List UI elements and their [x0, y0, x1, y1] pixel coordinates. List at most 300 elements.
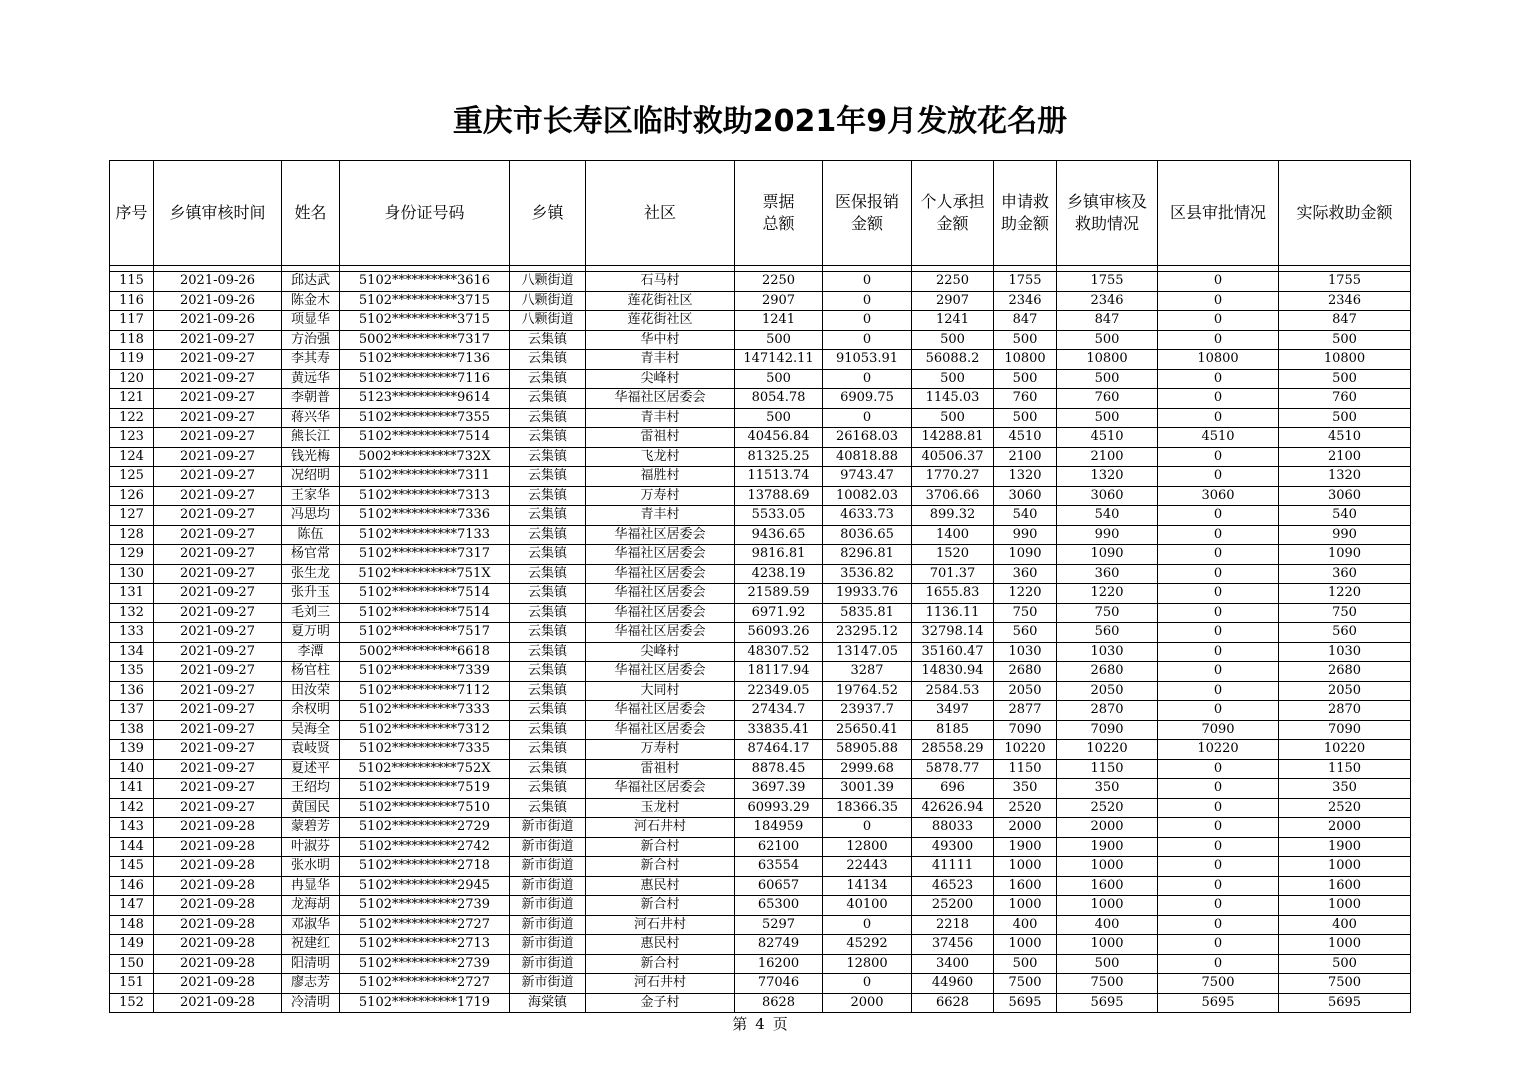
- cell-self-paid: 46523: [912, 876, 994, 896]
- cell-community: 河石井村: [586, 818, 735, 838]
- cell-town: 云集镇: [510, 701, 586, 721]
- cell-county-approved: 0: [1158, 467, 1279, 487]
- cell-bill-total: 9816.81: [735, 545, 823, 565]
- cell-town-approved: 1090: [1057, 545, 1158, 565]
- cell-actual-amount: 400: [1279, 915, 1411, 935]
- column-header: 姓名: [282, 161, 340, 266]
- cell-town: 云集镇: [510, 623, 586, 643]
- cell-county-approved: 4510: [1158, 428, 1279, 448]
- cell-insurance-reimbursed: 8036.65: [823, 525, 912, 545]
- cell-town: 云集镇: [510, 525, 586, 545]
- cell-town: 云集镇: [510, 369, 586, 389]
- cell-bill-total: 48307.52: [735, 642, 823, 662]
- cell-applied-amount: 350: [994, 779, 1057, 799]
- cell-name: 李潭: [282, 642, 340, 662]
- cell-actual-amount: 500: [1279, 408, 1411, 428]
- cell-applied-amount: 560: [994, 623, 1057, 643]
- cell-bill-total: 13788.69: [735, 486, 823, 506]
- cell-serial-no: 139: [110, 740, 154, 760]
- cell-name: 李朝普: [282, 389, 340, 409]
- cell-name: 王家华: [282, 486, 340, 506]
- cell-town-approved: 560: [1057, 623, 1158, 643]
- cell-community: 青丰村: [586, 350, 735, 370]
- cell-community: 惠民村: [586, 935, 735, 955]
- column-header: 乡镇审核时间: [154, 161, 282, 266]
- cell-id-number: 5102**********7514: [340, 428, 510, 448]
- cell-town-approved: 2346: [1057, 291, 1158, 311]
- column-header: 身份证号码: [340, 161, 510, 266]
- column-header: 票据 总额: [735, 161, 823, 266]
- cell-id-number: 5002**********732X: [340, 447, 510, 467]
- cell-town: 新市街道: [510, 954, 586, 974]
- cell-review-date: 2021-09-28: [154, 915, 282, 935]
- cell-insurance-reimbursed: 8296.81: [823, 545, 912, 565]
- cell-applied-amount: 7500: [994, 974, 1057, 994]
- cell-town: 新市街道: [510, 915, 586, 935]
- cell-serial-no: 119: [110, 350, 154, 370]
- cell-town: 云集镇: [510, 779, 586, 799]
- cell-id-number: 5102**********2739: [340, 896, 510, 916]
- cell-id-number: 5102**********2729: [340, 818, 510, 838]
- cell-self-paid: 88033: [912, 818, 994, 838]
- cell-town: 云集镇: [510, 467, 586, 487]
- cell-insurance-reimbursed: 91053.91: [823, 350, 912, 370]
- cell-actual-amount: 7500: [1279, 974, 1411, 994]
- cell-self-paid: 701.37: [912, 564, 994, 584]
- cell-name: 邓淑华: [282, 915, 340, 935]
- cell-name: 黄国民: [282, 798, 340, 818]
- cell-bill-total: 5297: [735, 915, 823, 935]
- cell-actual-amount: 3060: [1279, 486, 1411, 506]
- cell-self-paid: 500: [912, 369, 994, 389]
- cell-serial-no: 117: [110, 311, 154, 331]
- cell-town-approved: 2520: [1057, 798, 1158, 818]
- column-header: 申请救 助金额: [994, 161, 1057, 266]
- cell-town-approved: 2870: [1057, 701, 1158, 721]
- cell-community: 华福社区居委会: [586, 662, 735, 682]
- cell-serial-no: 124: [110, 447, 154, 467]
- cell-county-approved: 0: [1158, 545, 1279, 565]
- cell-id-number: 5102**********751X: [340, 564, 510, 584]
- cell-actual-amount: 7090: [1279, 720, 1411, 740]
- column-header: 乡镇审核及 救助情况: [1057, 161, 1158, 266]
- cell-bill-total: 5533.05: [735, 506, 823, 526]
- page-number: 4: [755, 1015, 765, 1033]
- table-row: [110, 389, 1411, 409]
- cell-community: 雷祖村: [586, 759, 735, 779]
- cell-actual-amount: 4510: [1279, 428, 1411, 448]
- cell-applied-amount: 500: [994, 369, 1057, 389]
- cell-self-paid: 6628: [912, 993, 994, 1013]
- cell-insurance-reimbursed: 3001.39: [823, 779, 912, 799]
- cell-id-number: 5102**********7311: [340, 467, 510, 487]
- cell-community: 飞龙村: [586, 447, 735, 467]
- cell-review-date: 2021-09-27: [154, 681, 282, 701]
- cell-applied-amount: 760: [994, 389, 1057, 409]
- cell-bill-total: 500: [735, 330, 823, 350]
- cell-id-number: 5102**********7136: [340, 350, 510, 370]
- cell-town: 八颗街道: [510, 311, 586, 331]
- table-row: [110, 974, 1411, 994]
- cell-town: 云集镇: [510, 506, 586, 526]
- cell-bill-total: 4238.19: [735, 564, 823, 584]
- cell-self-paid: 42626.94: [912, 798, 994, 818]
- cell-applied-amount: 1320: [994, 467, 1057, 487]
- cell-insurance-reimbursed: 0: [823, 974, 912, 994]
- cell-id-number: 5102**********7335: [340, 740, 510, 760]
- cell-community: 华中村: [586, 330, 735, 350]
- cell-serial-no: 152: [110, 993, 154, 1013]
- page-number-footer: [0, 1013, 1520, 1034]
- cell-review-date: 2021-09-28: [154, 954, 282, 974]
- cell-community: 新合村: [586, 857, 735, 877]
- cell-bill-total: 82749: [735, 935, 823, 955]
- table-row: [110, 564, 1411, 584]
- cell-county-approved: 0: [1158, 837, 1279, 857]
- cell-insurance-reimbursed: 26168.03: [823, 428, 912, 448]
- cell-insurance-reimbursed: 40818.88: [823, 447, 912, 467]
- cell-bill-total: 8054.78: [735, 389, 823, 409]
- cell-id-number: 5102**********3715: [340, 291, 510, 311]
- cell-county-approved: 0: [1158, 369, 1279, 389]
- cell-community: 大同村: [586, 681, 735, 701]
- cell-bill-total: 2907: [735, 291, 823, 311]
- cell-community: 华福社区居委会: [586, 603, 735, 623]
- cell-review-date: 2021-09-27: [154, 720, 282, 740]
- cell-applied-amount: 750: [994, 603, 1057, 623]
- cell-bill-total: 9436.65: [735, 525, 823, 545]
- column-header: 社区: [586, 161, 735, 266]
- cell-insurance-reimbursed: 19933.76: [823, 584, 912, 604]
- table-row: [110, 876, 1411, 896]
- table-row: [110, 272, 1411, 292]
- cell-community: 福胜村: [586, 467, 735, 487]
- cell-review-date: 2021-09-27: [154, 584, 282, 604]
- cell-insurance-reimbursed: 0: [823, 915, 912, 935]
- cell-applied-amount: 1150: [994, 759, 1057, 779]
- cell-self-paid: 1655.83: [912, 584, 994, 604]
- cell-insurance-reimbursed: 12800: [823, 954, 912, 974]
- cell-applied-amount: 1600: [994, 876, 1057, 896]
- cell-town-approved: 990: [1057, 525, 1158, 545]
- cell-self-paid: 1400: [912, 525, 994, 545]
- cell-self-paid: 28558.29: [912, 740, 994, 760]
- cell-insurance-reimbursed: 18366.35: [823, 798, 912, 818]
- cell-serial-no: 127: [110, 506, 154, 526]
- cell-actual-amount: 2000: [1279, 818, 1411, 838]
- cell-id-number: 5102**********2713: [340, 935, 510, 955]
- cell-insurance-reimbursed: 58905.88: [823, 740, 912, 760]
- cell-insurance-reimbursed: 40100: [823, 896, 912, 916]
- cell-actual-amount: 750: [1279, 603, 1411, 623]
- cell-applied-amount: 2346: [994, 291, 1057, 311]
- cell-community: 河石井村: [586, 974, 735, 994]
- cell-id-number: 5102**********7317: [340, 545, 510, 565]
- cell-town: 云集镇: [510, 545, 586, 565]
- cell-name: 龙海胡: [282, 896, 340, 916]
- cell-applied-amount: 540: [994, 506, 1057, 526]
- cell-applied-amount: 1090: [994, 545, 1057, 565]
- relief-roster-table: [109, 160, 1411, 1013]
- cell-applied-amount: 10220: [994, 740, 1057, 760]
- table-row: [110, 506, 1411, 526]
- cell-applied-amount: 2680: [994, 662, 1057, 682]
- cell-serial-no: 123: [110, 428, 154, 448]
- cell-id-number: 5102**********3715: [340, 311, 510, 331]
- cell-town: 新市街道: [510, 818, 586, 838]
- table-row: [110, 720, 1411, 740]
- cell-id-number: 5102**********7355: [340, 408, 510, 428]
- cell-town-approved: 1000: [1057, 857, 1158, 877]
- cell-bill-total: 21589.59: [735, 584, 823, 604]
- cell-applied-amount: 4510: [994, 428, 1057, 448]
- cell-self-paid: 696: [912, 779, 994, 799]
- cell-review-date: 2021-09-28: [154, 857, 282, 877]
- cell-town: 云集镇: [510, 759, 586, 779]
- cell-town: 云集镇: [510, 389, 586, 409]
- table-row: [110, 545, 1411, 565]
- cell-town: 新市街道: [510, 876, 586, 896]
- cell-applied-amount: 400: [994, 915, 1057, 935]
- cell-town-approved: 500: [1057, 408, 1158, 428]
- cell-applied-amount: 500: [994, 954, 1057, 974]
- column-header: 序号: [110, 161, 154, 266]
- cell-town: 新市街道: [510, 837, 586, 857]
- cell-insurance-reimbursed: 3536.82: [823, 564, 912, 584]
- cell-county-approved: 0: [1158, 935, 1279, 955]
- cell-serial-no: 140: [110, 759, 154, 779]
- cell-actual-amount: 1000: [1279, 935, 1411, 955]
- cell-self-paid: 1520: [912, 545, 994, 565]
- cell-applied-amount: 500: [994, 408, 1057, 428]
- cell-applied-amount: 1030: [994, 642, 1057, 662]
- cell-insurance-reimbursed: 22443: [823, 857, 912, 877]
- cell-bill-total: 40456.84: [735, 428, 823, 448]
- page-prefix: 第: [732, 1015, 748, 1033]
- cell-bill-total: 87464.17: [735, 740, 823, 760]
- cell-county-approved: 0: [1158, 506, 1279, 526]
- cell-town: 云集镇: [510, 564, 586, 584]
- cell-self-paid: 14288.81: [912, 428, 994, 448]
- table-row: [110, 408, 1411, 428]
- table-body: [110, 266, 1411, 1013]
- cell-town: 新市街道: [510, 974, 586, 994]
- cell-review-date: 2021-09-27: [154, 603, 282, 623]
- cell-name: 夏万明: [282, 623, 340, 643]
- cell-town-approved: 1600: [1057, 876, 1158, 896]
- table-header-row: [110, 161, 1411, 266]
- cell-review-date: 2021-09-28: [154, 818, 282, 838]
- cell-self-paid: 3400: [912, 954, 994, 974]
- cell-county-approved: 0: [1158, 272, 1279, 292]
- cell-town-approved: 10800: [1057, 350, 1158, 370]
- table-row: [110, 681, 1411, 701]
- cell-serial-no: 138: [110, 720, 154, 740]
- cell-id-number: 5102**********7336: [340, 506, 510, 526]
- cell-self-paid: 500: [912, 408, 994, 428]
- cell-name: 廖志芳: [282, 974, 340, 994]
- cell-county-approved: 7090: [1158, 720, 1279, 740]
- cell-bill-total: 63554: [735, 857, 823, 877]
- column-header: 区县审批情况: [1158, 161, 1279, 266]
- cell-name: 田汝荣: [282, 681, 340, 701]
- cell-applied-amount: 1000: [994, 896, 1057, 916]
- cell-bill-total: 8878.45: [735, 759, 823, 779]
- cell-name: 袁岐贤: [282, 740, 340, 760]
- cell-town-approved: 7500: [1057, 974, 1158, 994]
- cell-serial-no: 144: [110, 837, 154, 857]
- cell-id-number: 5102**********7517: [340, 623, 510, 643]
- cell-town-approved: 500: [1057, 369, 1158, 389]
- page-suffix: 页: [772, 1015, 788, 1033]
- cell-town-approved: 1900: [1057, 837, 1158, 857]
- cell-actual-amount: 10220: [1279, 740, 1411, 760]
- cell-insurance-reimbursed: 0: [823, 818, 912, 838]
- cell-bill-total: 56093.26: [735, 623, 823, 643]
- cell-town-approved: 4510: [1057, 428, 1158, 448]
- cell-serial-no: 151: [110, 974, 154, 994]
- cell-insurance-reimbursed: 0: [823, 408, 912, 428]
- cell-county-approved: 5695: [1158, 993, 1279, 1013]
- cell-review-date: 2021-09-27: [154, 369, 282, 389]
- cell-review-date: 2021-09-27: [154, 486, 282, 506]
- cell-town-approved: 1320: [1057, 467, 1158, 487]
- cell-actual-amount: 2050: [1279, 681, 1411, 701]
- cell-self-paid: 49300: [912, 837, 994, 857]
- cell-applied-amount: 500: [994, 330, 1057, 350]
- cell-id-number: 5102**********7133: [340, 525, 510, 545]
- cell-actual-amount: 1220: [1279, 584, 1411, 604]
- cell-name: 余权明: [282, 701, 340, 721]
- table-row: [110, 993, 1411, 1013]
- cell-actual-amount: 500: [1279, 369, 1411, 389]
- cell-actual-amount: 2346: [1279, 291, 1411, 311]
- table-row: [110, 837, 1411, 857]
- cell-serial-no: 129: [110, 545, 154, 565]
- cell-insurance-reimbursed: 0: [823, 272, 912, 292]
- cell-insurance-reimbursed: 0: [823, 291, 912, 311]
- cell-actual-amount: 1000: [1279, 896, 1411, 916]
- cell-community: 雷祖村: [586, 428, 735, 448]
- cell-actual-amount: 1600: [1279, 876, 1411, 896]
- cell-community: 华福社区居委会: [586, 623, 735, 643]
- cell-actual-amount: 1150: [1279, 759, 1411, 779]
- cell-town-approved: 1150: [1057, 759, 1158, 779]
- cell-insurance-reimbursed: 6909.75: [823, 389, 912, 409]
- cell-insurance-reimbursed: 5835.81: [823, 603, 912, 623]
- cell-review-date: 2021-09-27: [154, 467, 282, 487]
- cell-applied-amount: 2100: [994, 447, 1057, 467]
- cell-community: 尖峰村: [586, 642, 735, 662]
- cell-insurance-reimbursed: 23295.12: [823, 623, 912, 643]
- cell-county-approved: 0: [1158, 564, 1279, 584]
- cell-review-date: 2021-09-27: [154, 740, 282, 760]
- cell-actual-amount: 500: [1279, 954, 1411, 974]
- cell-actual-amount: 2520: [1279, 798, 1411, 818]
- cell-id-number: 5102**********1719: [340, 993, 510, 1013]
- cell-town: 云集镇: [510, 798, 586, 818]
- cell-town: 云集镇: [510, 642, 586, 662]
- cell-county-approved: 0: [1158, 584, 1279, 604]
- cell-town: 新市街道: [510, 896, 586, 916]
- table-row: [110, 954, 1411, 974]
- table-row: [110, 291, 1411, 311]
- table-row: [110, 603, 1411, 623]
- cell-review-date: 2021-09-26: [154, 291, 282, 311]
- table-row: [110, 662, 1411, 682]
- cell-name: 张升玉: [282, 584, 340, 604]
- cell-review-date: 2021-09-27: [154, 506, 282, 526]
- cell-community: 华福社区居委会: [586, 525, 735, 545]
- cell-town: 云集镇: [510, 350, 586, 370]
- cell-county-approved: 0: [1158, 525, 1279, 545]
- cell-town: 八颗街道: [510, 291, 586, 311]
- cell-serial-no: 121: [110, 389, 154, 409]
- cell-actual-amount: 10800: [1279, 350, 1411, 370]
- cell-town-approved: 500: [1057, 954, 1158, 974]
- cell-applied-amount: 360: [994, 564, 1057, 584]
- cell-bill-total: 27434.7: [735, 701, 823, 721]
- cell-actual-amount: 990: [1279, 525, 1411, 545]
- cell-name: 钱光梅: [282, 447, 340, 467]
- column-header: 医保报销 金额: [823, 161, 912, 266]
- cell-self-paid: 37456: [912, 935, 994, 955]
- cell-town-approved: 750: [1057, 603, 1158, 623]
- cell-id-number: 5102**********3616: [340, 272, 510, 292]
- cell-community: 华福社区居委会: [586, 389, 735, 409]
- cell-insurance-reimbursed: 0: [823, 330, 912, 350]
- cell-applied-amount: 1900: [994, 837, 1057, 857]
- cell-insurance-reimbursed: 45292: [823, 935, 912, 955]
- cell-id-number: 5102**********7312: [340, 720, 510, 740]
- cell-town-approved: 10220: [1057, 740, 1158, 760]
- cell-community: 华福社区居委会: [586, 584, 735, 604]
- cell-serial-no: 143: [110, 818, 154, 838]
- cell-name: 方治强: [282, 330, 340, 350]
- table-row: [110, 486, 1411, 506]
- cell-review-date: 2021-09-27: [154, 779, 282, 799]
- table-row: [110, 525, 1411, 545]
- cell-name: 李其寿: [282, 350, 340, 370]
- cell-applied-amount: 1000: [994, 935, 1057, 955]
- table-row: [110, 584, 1411, 604]
- cell-town: 新市街道: [510, 857, 586, 877]
- cell-review-date: 2021-09-27: [154, 447, 282, 467]
- cell-insurance-reimbursed: 25650.41: [823, 720, 912, 740]
- table-row: [110, 369, 1411, 389]
- cell-review-date: 2021-09-27: [154, 701, 282, 721]
- cell-self-paid: 2584.53: [912, 681, 994, 701]
- cell-self-paid: 5878.77: [912, 759, 994, 779]
- table-row: [110, 701, 1411, 721]
- cell-county-approved: 0: [1158, 603, 1279, 623]
- cell-actual-amount: 1755: [1279, 272, 1411, 292]
- cell-applied-amount: 1220: [994, 584, 1057, 604]
- table-row: [110, 428, 1411, 448]
- cell-serial-no: 132: [110, 603, 154, 623]
- cell-review-date: 2021-09-27: [154, 798, 282, 818]
- cell-town: 云集镇: [510, 740, 586, 760]
- cell-community: 万寿村: [586, 740, 735, 760]
- cell-review-date: 2021-09-28: [154, 935, 282, 955]
- cell-name: 陈金木: [282, 291, 340, 311]
- cell-name: 夏述平: [282, 759, 340, 779]
- cell-town-approved: 1000: [1057, 935, 1158, 955]
- cell-serial-no: 133: [110, 623, 154, 643]
- cell-county-approved: 0: [1158, 291, 1279, 311]
- table-row: [110, 623, 1411, 643]
- cell-community: 青丰村: [586, 506, 735, 526]
